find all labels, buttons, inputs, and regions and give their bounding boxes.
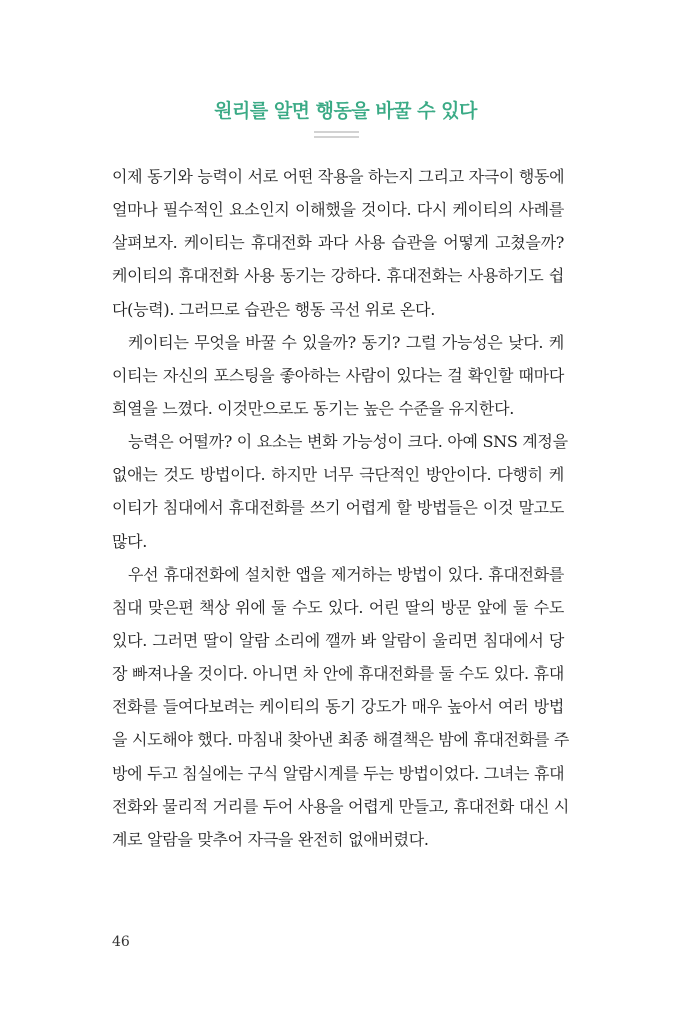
page-number: 46: [112, 934, 130, 950]
section-title: 원리를 알면 행동을 바꿀 수 있다: [214, 100, 477, 122]
paragraph-line: 능력은 어떨까? 이 요소는 변화 가능성이 크다. 아예 SNS 계정을: [128, 432, 568, 452]
paragraph-line: 이제 동기와 능력이 서로 어떤 작용을 하는지 그리고 자극이 행동에: [112, 167, 565, 186]
paragraph-line: 살펴보자. 케이티는 휴대전화 과다 사용 습관을 어떻게 고쳤을까?: [112, 233, 564, 253]
paragraph-line: 장 빠져나올 것이다. 아니면 차 안에 휴대전화를 둘 수도 있다. 휴대: [112, 664, 564, 684]
paragraph-line: 케이티는 무엇을 바꿀 수 있을까? 동기? 그럴 가능성은 낮다. 케: [128, 332, 564, 352]
paragraph-line: 있다. 그러면 딸이 알람 소리에 깰까 봐 알람이 울리면 침대에서 당: [112, 630, 564, 650]
paragraph-line: 희열을 느꼈다. 이것만으로도 동기는 높은 수준을 유지한다.: [112, 398, 515, 418]
paragraph-line: 얼마나 필수적인 요소인지 이해했을 것이다. 다시 케이티의 사례를: [112, 200, 564, 220]
paragraph-line: 이티는 자신의 포스팅을 좋아하는 사람이 있다는 걸 확인할 때마다: [112, 365, 564, 385]
paragraph-line: 을 시도해야 했다. 마침내 찾아낸 최종 해결책은 밤에 휴대전화를 주: [112, 730, 570, 750]
title-divider: [314, 131, 359, 133]
title-divider: [314, 136, 359, 138]
paragraph-line: 없애는 것도 방법이다. 하지만 너무 극단적인 방안이다. 다행히 케: [112, 465, 564, 485]
paragraph-line: 이티가 침대에서 휴대전화를 쓰기 어렵게 할 방법들은 이것 말고도: [112, 498, 564, 518]
paragraph-line: 우선 휴대전화에 설치한 앱을 제거하는 방법이 있다. 휴대전화를: [128, 564, 564, 584]
paragraph-line: 케이티의 휴대전화 사용 동기는 강하다. 휴대전화는 사용하기도 쉽: [112, 266, 564, 286]
paragraph-line: 침대 맞은편 책상 위에 둘 수도 있다. 어린 딸의 방문 앞에 둘 수도: [112, 597, 564, 617]
paragraph-line: 계로 알람을 맞추어 자극을 완전히 없애버렸다.: [112, 829, 429, 849]
paragraph-line: 전화와 물리적 거리를 두어 사용을 어렵게 만들고, 휴대전화 대신 시: [112, 796, 570, 816]
paragraph-line: 많다.: [112, 531, 148, 551]
paragraph-line: 방에 두고 침실에는 구식 알람시계를 두는 방법이었다. 그녀는 휴대: [112, 763, 565, 783]
body-text: [112, 160, 570, 856]
paragraph-line: 다(능력). 그러므로 습관은 행동 곡선 위로 온다.: [112, 299, 435, 319]
paragraph-line: 전화를 들여다보려는 케이티의 동기 강도가 매우 높아서 여러 방법: [112, 697, 564, 717]
